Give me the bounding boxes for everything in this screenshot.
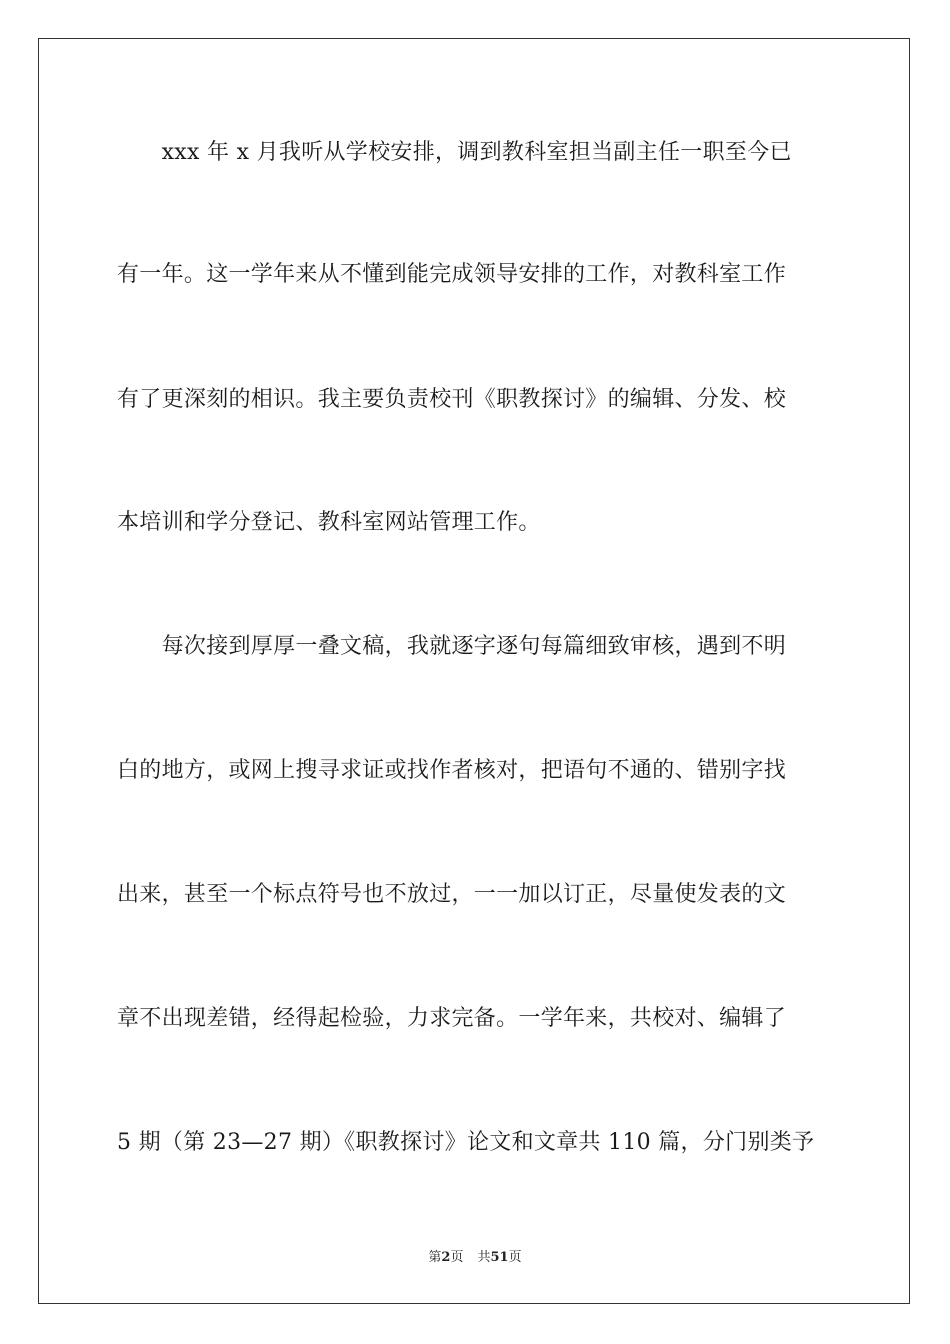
paragraph-line-3: 有了更深刻的相识。我主要负责校刊《职教探讨》的编辑、分发、校 [117,387,787,412]
paragraph-line-6: 白的地方，或网上搜寻求证或找作者核对，把语句不通的、错别字找 [117,758,787,783]
paragraph-line-8: 章不出现差错，经得起检验，力求完备。一学年来，共校对、编辑了 [117,1006,787,1031]
page-suffix: 页 [450,1250,464,1265]
page-prefix: 第 [428,1250,442,1265]
paragraph-line-5: 每次接到厚厚一叠文稿，我就逐字逐句每篇细致审核，遇到不明 [117,634,787,659]
paragraph-line-2: 有一年。这一学年来从不懂到能完成领导安排的工作，对教科室工作 [117,262,787,287]
total-pages: 51 [490,1250,509,1265]
page-border [38,38,910,1304]
paragraph-line-4: 本培训和学分登记、教科室网站管理工作。 [117,510,541,535]
total-prefix: 共 [477,1250,491,1265]
page-footer [0,1246,950,1265]
page-number: 2 [441,1250,451,1265]
total-suffix: 页 [508,1250,522,1265]
paragraph-line-7: 出来，甚至一个标点符号也不放过，一一加以订正，尽量使发表的文 [117,882,787,907]
paragraph-line-1: xxx 年 x 月我听从学校安排，调到教科室担当副主任一职至今已 [117,140,792,165]
paragraph-line-9: 5 期（第 23—27 期）《职教探讨》论文和文章共 110 篇，分门别类予 [117,1130,815,1155]
